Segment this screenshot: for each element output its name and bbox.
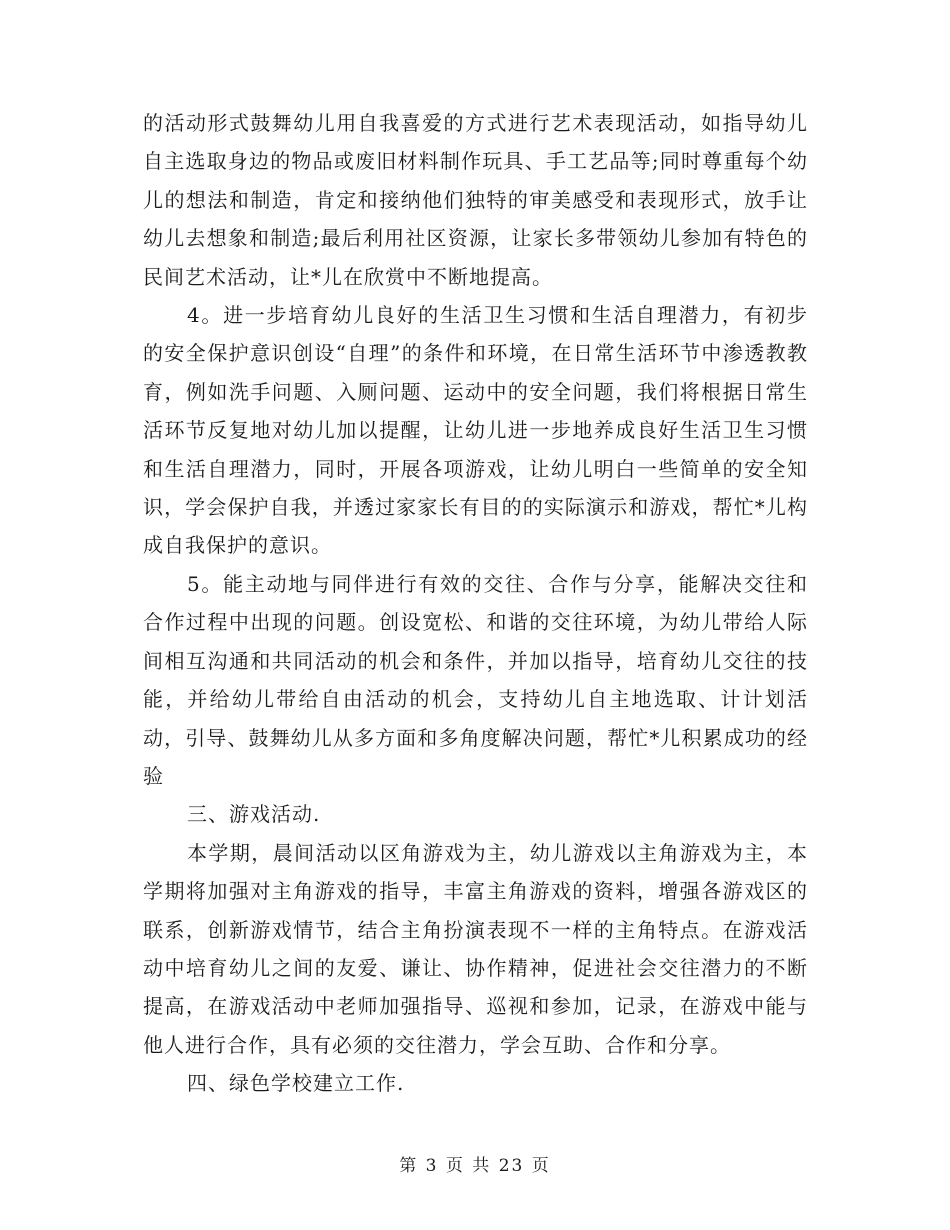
section-heading-game-activities: 三、游戏活动.: [187, 802, 321, 827]
body-text: [143, 104, 808, 1103]
page-footer-number: 第 3 页 共 23 页: [399, 1156, 551, 1176]
section-heading-green-school: 四、绿色学校建立工作.: [187, 1071, 405, 1096]
paragraph-game-activities: 本学期，晨间活动以区角游戏为主，幼儿游戏以主角游戏为主，本学期将加强对主角游戏的指导，丰富主角游戏的资料，增强各游戏区的联系，创新游戏情节，结合主角扮演表现不一样的主角特点。在游戏活动中培育幼儿之间的友爱、谦让、协作精神，促进社会交往潜力的不断提高，在游戏活动中老师加强指导、巡视和参加，记录，在游戏中能与他人进行合作，具有必须的交往潜力，学会互助、合作和分享。: [143, 840, 808, 1057]
paragraph-item-4-self-care: 4。进一步培育幼儿良好的生活卫生习惯和生活自理潜力，有初步的安全保护意识创设“自理”的条件和环境，在日常生活环节中渗透教教育，例如洗手问题、入厕问题、运动中的安全问题，我们将根据日常生活环节反复地对幼儿加以提醒，让幼儿进一步地养成良好生活卫生习惯和生活自理潜力，同时，开展各项游戏，让幼儿明白一些简单的安全知识，学会保护自我，并透过家家长有目的的实际演示和游戏，帮忙*儿构成自我保护的意识。: [143, 303, 808, 558]
paragraph-item-5-social: 5。能主动地与同伴进行有效的交往、合作与分享，能解决交往和合作过程中出现的问题。创设宽松、和谐的交往环境，为幼儿带给人际间相互沟通和共同活动的机会和条件，并加以指导，培育幼儿交往的技能，并给幼儿带给自由活动的机会，支持幼儿自主地选取、计计划活动，引导、鼓舞幼儿从多方面和多角度解决问题，帮忙*儿积累成功的经验: [143, 571, 808, 788]
paragraph-art-activities-continued: 的活动形式鼓舞幼儿用自我喜爱的方式进行艺术表现活动，如指导幼儿自主选取身边的物品或废旧材料制作玩具、手工艺品等;同时尊重每个幼儿的想法和制造，肯定和接纳他们独特的审美感受和表现形式，放手让幼儿去想象和制造;最后利用社区资源，让家长多带领幼儿参加有特色的民间艺术活动，让*儿在欣赏中不断地提高。: [143, 111, 808, 289]
